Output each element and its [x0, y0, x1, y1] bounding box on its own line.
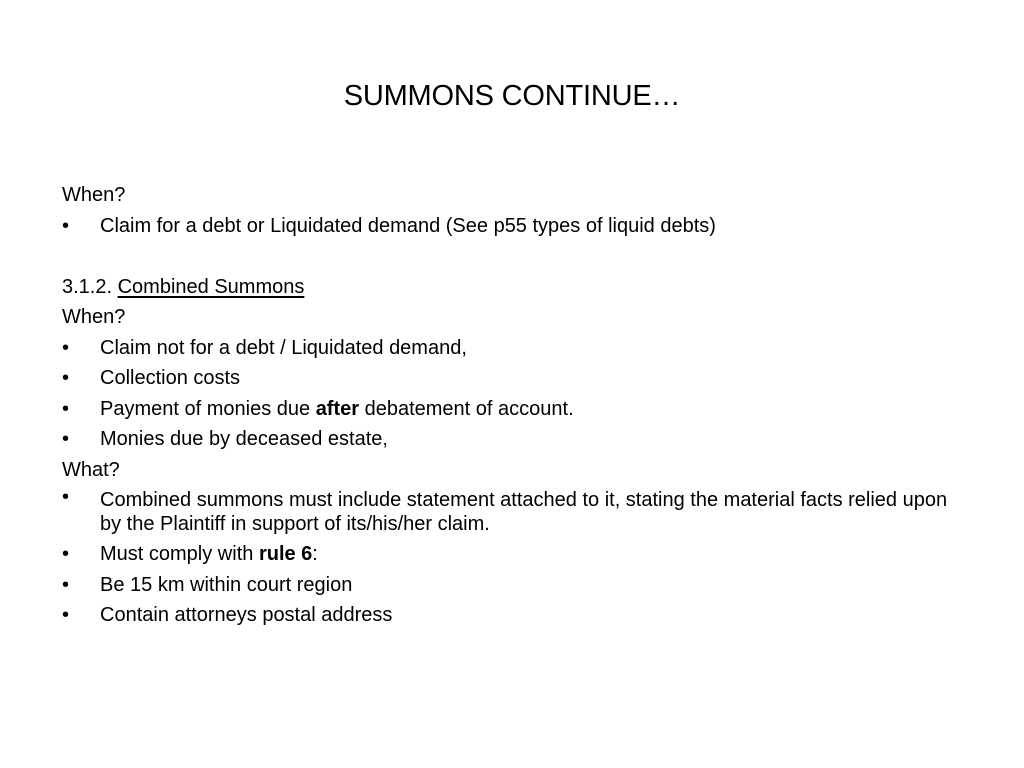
bullet-text: Combined summons must include statement attached to it, stating the material facts relied upon by the Plaintiff in support of its/his/her claim. — [100, 489, 948, 535]
slide-body — [62, 180, 962, 631]
list-item — [62, 363, 962, 394]
text-run: debatement of account. — [359, 397, 574, 420]
bullet-icon: • — [62, 543, 70, 565]
bullet-text: Claim not for a debt / Liquidated demand, — [100, 336, 467, 359]
list-item — [62, 424, 962, 455]
bullet-icon: • — [62, 604, 70, 626]
bullet-text: Collection costs — [100, 367, 241, 389]
bullet-icon: • — [62, 486, 70, 508]
bullet-text — [100, 398, 574, 420]
when-heading: When? — [62, 306, 126, 328]
list-item — [62, 394, 962, 425]
bullet-icon: • — [62, 397, 70, 420]
emphasis-text: after — [315, 397, 360, 420]
text-run: : — [312, 543, 318, 565]
slide-title: SUMMONS CONTINUE… — [343, 80, 681, 112]
section-title: Combined Summons — [117, 275, 305, 298]
bullet-icon: • — [62, 428, 70, 450]
bullet-icon: • — [62, 367, 70, 389]
bullet-text — [100, 543, 318, 565]
bullet-icon: • — [62, 214, 70, 237]
section-heading — [62, 272, 962, 303]
bullet-text: Be 15 km within court region — [100, 573, 353, 596]
spacer — [62, 241, 962, 272]
list-item — [62, 211, 962, 242]
bullet-text: Contain attorneys postal address — [100, 604, 393, 626]
list-item — [62, 333, 962, 364]
emphasis-text: rule 6 — [258, 543, 313, 565]
text-run: Payment of monies due — [100, 397, 316, 420]
section-number: 3.1.2. — [62, 275, 113, 298]
bullet-text: Monies due by deceased estate, — [100, 428, 388, 450]
list-item — [62, 570, 962, 601]
text-run: Must comply with — [100, 543, 259, 565]
what-heading: What? — [62, 458, 120, 481]
bullet-text: Claim for a debt or Liquidated demand (See p55 types of liquid debts) — [100, 214, 716, 237]
when-heading: When? — [62, 184, 126, 206]
bullet-icon: • — [62, 336, 70, 359]
bullet-icon: • — [62, 573, 70, 596]
list-item — [62, 600, 962, 631]
list-item — [62, 539, 962, 570]
list-item — [62, 485, 962, 539]
